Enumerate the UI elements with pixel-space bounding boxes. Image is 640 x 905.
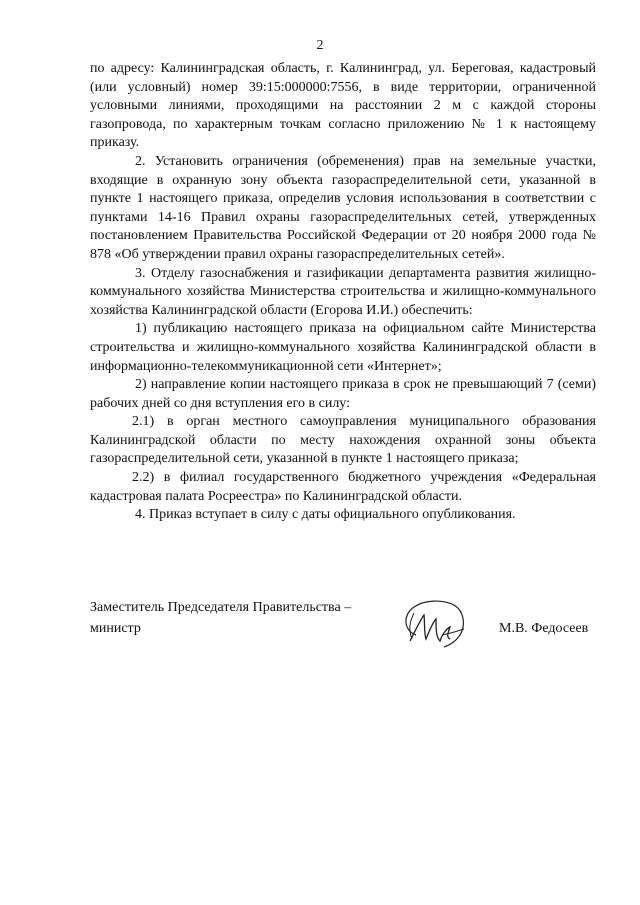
page-number: 2	[316, 38, 324, 53]
paragraph-item-3-2-1: 2.1) в орган местного самоуправления муниципального образования Калининградской области по месту нахождения охранной зоны объекта газораспределительной сети, указанной в пункте 1 настоящего приказа;	[90, 414, 596, 467]
signatory-title	[90, 597, 390, 639]
paragraph-item-4: 4. Приказ вступает в силу с даты официального опубликования.	[135, 507, 516, 523]
paragraph-item-3-1: 1) публикацию настоящего приказа на официальном сайте Министерства строительства и жилищно-коммунального хозяйства Калининградской области в информационно-телекоммуникационной сети «Интернет»;	[90, 321, 596, 374]
paragraph-item-2: 2. Установить ограничения (обременения) прав на земельные участки, входящие в охранную зону объекта газораспределительной сети, указанной в пункте 1 настоящего приказа, определив условия использования в соответствии с пунктами 14-16 Правил охраны газораспределительных сетей, утвержденных постановлением Правительства Российской Федерации от 20 ноября 2000 года № 878 «Об утверждении правил охраны газораспределительных сетей».	[90, 153, 596, 262]
document-body	[90, 60, 596, 525]
paragraph-address-continuation: по адресу: Калининградская область, г. Калининград, ул. Береговая, кадастровый (или условный) номер 39:15:000000:7556, в виде территории, ограниченной условными линиями, проходящими на расстоянии 2 м с каждой стороны газопровода, по характерным точкам согласно приложению № 1 к настоящему приказу.	[90, 61, 596, 151]
handwritten-signature	[394, 595, 474, 659]
signature-block	[90, 597, 610, 667]
paragraph-item-3: 3. Отделу газоснабжения и газификации департамента развития жилищно-коммунального хозяйства Министерства строительства и жилищно-коммунального хозяйства Калининградской области (Егорова И.И.) обеспечить:	[90, 265, 596, 318]
signatory-title-line-2: министр	[90, 621, 141, 636]
paragraph-item-3-2: 2) направление копии настоящего приказа в срок не превышающий 7 (семи) рабочих дней со дня вступления его в силу:	[90, 377, 596, 411]
paragraph-item-3-2-2: 2.2) в филиал государственного бюджетного учреждения «Федеральная кадастровая палата Росреестра» по Калининградской области.	[90, 470, 596, 504]
signatory-title-line-1: Заместитель Председателя Правительства –	[90, 600, 352, 615]
signatory-name: М.В. Федосеев	[499, 621, 589, 636]
